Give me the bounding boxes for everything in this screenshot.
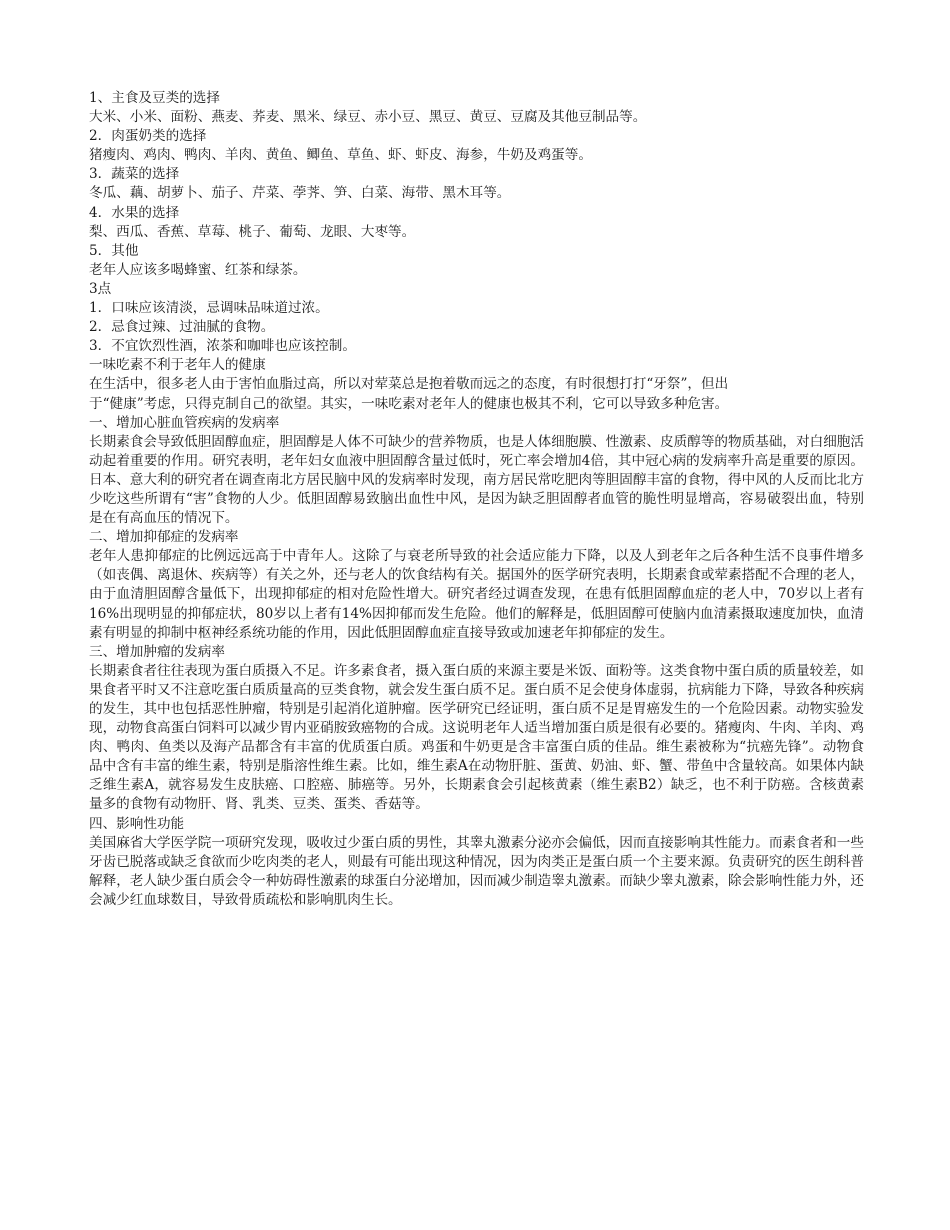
paragraph-depression: 老年人患抑郁症的比例远远高于中青年人。这除了与衰老所导致的社会适应能力下降，以及人到老年之后各种生活不良事件增多（如丧偶、离退休、疾病等）有关之外，还与老人的饮食结构有关。据国外的医学研究表明，长期素食或荤素搭配不合理的老人，由于血清胆固醇含量低下，出现抑郁症的相对危险性增大。研究者经过调查发现，在患有低胆固醇血症的老人中，70岁以上者有16%出现明显的抑郁症状，80岁以上者有14%因抑郁而发生危险。他们的解释是，低胆固醇可使脑内血清素摄取速度加快，血清素有明显的抑制中枢神经系统功能的作用，因此低胆固醇血症直接导致或加速老年抑郁症的发生。 [89,548,864,641]
subheading-heart-disease: 一、增加心脏血管疾病的发病率 [89,414,280,431]
section-body-vegetables: 冬瓜、藕、胡萝卜、茄子、芹菜、荸荠、笋、白菜、海带、黑木耳等。 [89,185,511,202]
section-heading-staples: 1、主食及豆类的选择 [89,90,220,106]
section-heading-other: 5．其他 [89,242,139,259]
section-heading-meat-egg-milk: 2．肉蛋奶类的选择 [89,128,207,145]
article-intro-line-1: 在生活中，很多老人由于害怕血脂过高，所以对荤菜总是抱着敬而远之的态度，有时很想打打“牙祭”，但出 [89,376,729,393]
paragraph-tumor: 长期素食者往往表现为蛋白质摄入不足。许多素食者，摄入蛋白质的来源主要是米饭、面粉等。这类食物中蛋白质的质量较差，如果食者平时又不注意吃蛋白质质量高的豆类食物，就会发生蛋白质不足。蛋白质不足会使身体虚弱，抗病能力下降，导致各种疾病的发生，其中也包括恶性肿瘤，特别是引起消化道肿瘤。医学研究已经证明，蛋白质不足是胃癌发生的一个危险因素。动物实验发现，动物食高蛋白饲料可以减少胃内亚硝胺致癌物的合成。这说明老年人适当增加蛋白质是很有必要的。猪瘦肉、牛肉、羊肉、鸡肉、鸭肉、鱼类以及海产品都含有丰富的优质蛋白质。鸡蛋和牛奶更是含丰富蛋白质的佳品。维生素被称为“抗癌先锋”。动物食品中含有丰富的维生素，特别是脂溶性维生素。比如，维生素A在动物肝脏、蛋黄、奶油、虾、蟹、带鱼中含量较高。如果体内缺乏维生素A，就容易发生皮肤癌、口腔癌、肺癌等。另外，长期素食会引起核黄素（维生素B2）缺乏，也不利于防癌。含核黄素量多的食物有动物肝、肾、乳类、豆类、蛋类、香菇等。 [89,662,864,813]
section-body-meat-egg-milk: 猪瘦肉、鸡肉、鸭肉、羊肉、黄鱼、鲫鱼、草鱼、虾、虾皮、海参，牛奶及鸡蛋等。 [89,147,592,164]
point-item-1: 1．口味应该清淡，忌调味品味道过浓。 [89,300,329,317]
section-heading-vegetables: 3．蔬菜的选择 [89,166,180,183]
subheading-depression: 二、增加抑郁症的发病率 [89,529,239,546]
section-body-fruits: 梨、西瓜、香蕉、草莓、桃子、葡萄、龙眼、大枣等。 [89,223,416,240]
section-body-staples: 大米、小米、面粉、燕麦、荞麦、黑米、绿豆、赤小豆、黑豆、黄豆、豆腐及其他豆制品等。 [89,109,647,126]
paragraph-sexual-function: 美国麻省大学医学院一项研究发现，吸收过少蛋白质的男性，其睾丸激素分泌亦会偏低，因而直接影响其性能力。而素食者和一些牙齿已脱落或缺乏食欲而少吃肉类的老人，则最有可能出现这种情况，因为肉类正是蛋白质一个主要来源。负责研究的医生朗科普解释，老人缺少蛋白质会令一种妨碍性激素的球蛋白分泌增加，因而减少制造睾丸激素。而缺少睾丸激素，除会影响性能力外，还会减少红血球数目，导致骨质疏松和影响肌肉生长。 [89,834,864,908]
article-intro-line-2: 于“健康”考虑，只得克制自己的欲望。其实，一味吃素对老年人的健康也极其不利，它可以导致多种危害。 [89,395,729,412]
points-heading: 3点 [89,280,112,297]
subheading-tumor: 三、增加肿瘤的发病率 [89,643,225,660]
section-body-other: 老年人应该多喝蜂蜜、红茶和绿茶。 [89,261,307,278]
section-heading-fruits: 4．水果的选择 [89,204,180,221]
document-page [89,89,864,910]
paragraph-heart-disease: 长期素食会导致低胆固醇血症，胆固醇是人体不可缺少的营养物质，也是人体细胞膜、性激素、皮质醇等的物质基础，对白细胞活动起着重要的作用。研究表明，老年妇女血液中胆固醇含量过低时，死亡率会增加4倍，其中冠心病的发病率升高是重要的原因。日本、意大利的研究者在调查南北方居民脑中风的发病率时发现，南方居民常吃肥肉等胆固醇丰富的食物，得中风的人反而比北方少吃这些所谓有“害”食物的人少。低胆固醇易致脑出血性中风，是因为缺乏胆固醇者血管的脆性明显增高，容易破裂出血，特别是在有高血压的情况下。 [89,433,864,527]
article-title: 一味吃素不利于老年人的健康 [89,357,266,374]
point-item-3: 3．不宜饮烈性酒，浓茶和咖啡也应该控制。 [89,338,356,355]
point-item-2: 2．忌食过辣、过油腻的食物。 [89,319,275,336]
subheading-sexual-function: 四、影响性功能 [89,815,185,832]
